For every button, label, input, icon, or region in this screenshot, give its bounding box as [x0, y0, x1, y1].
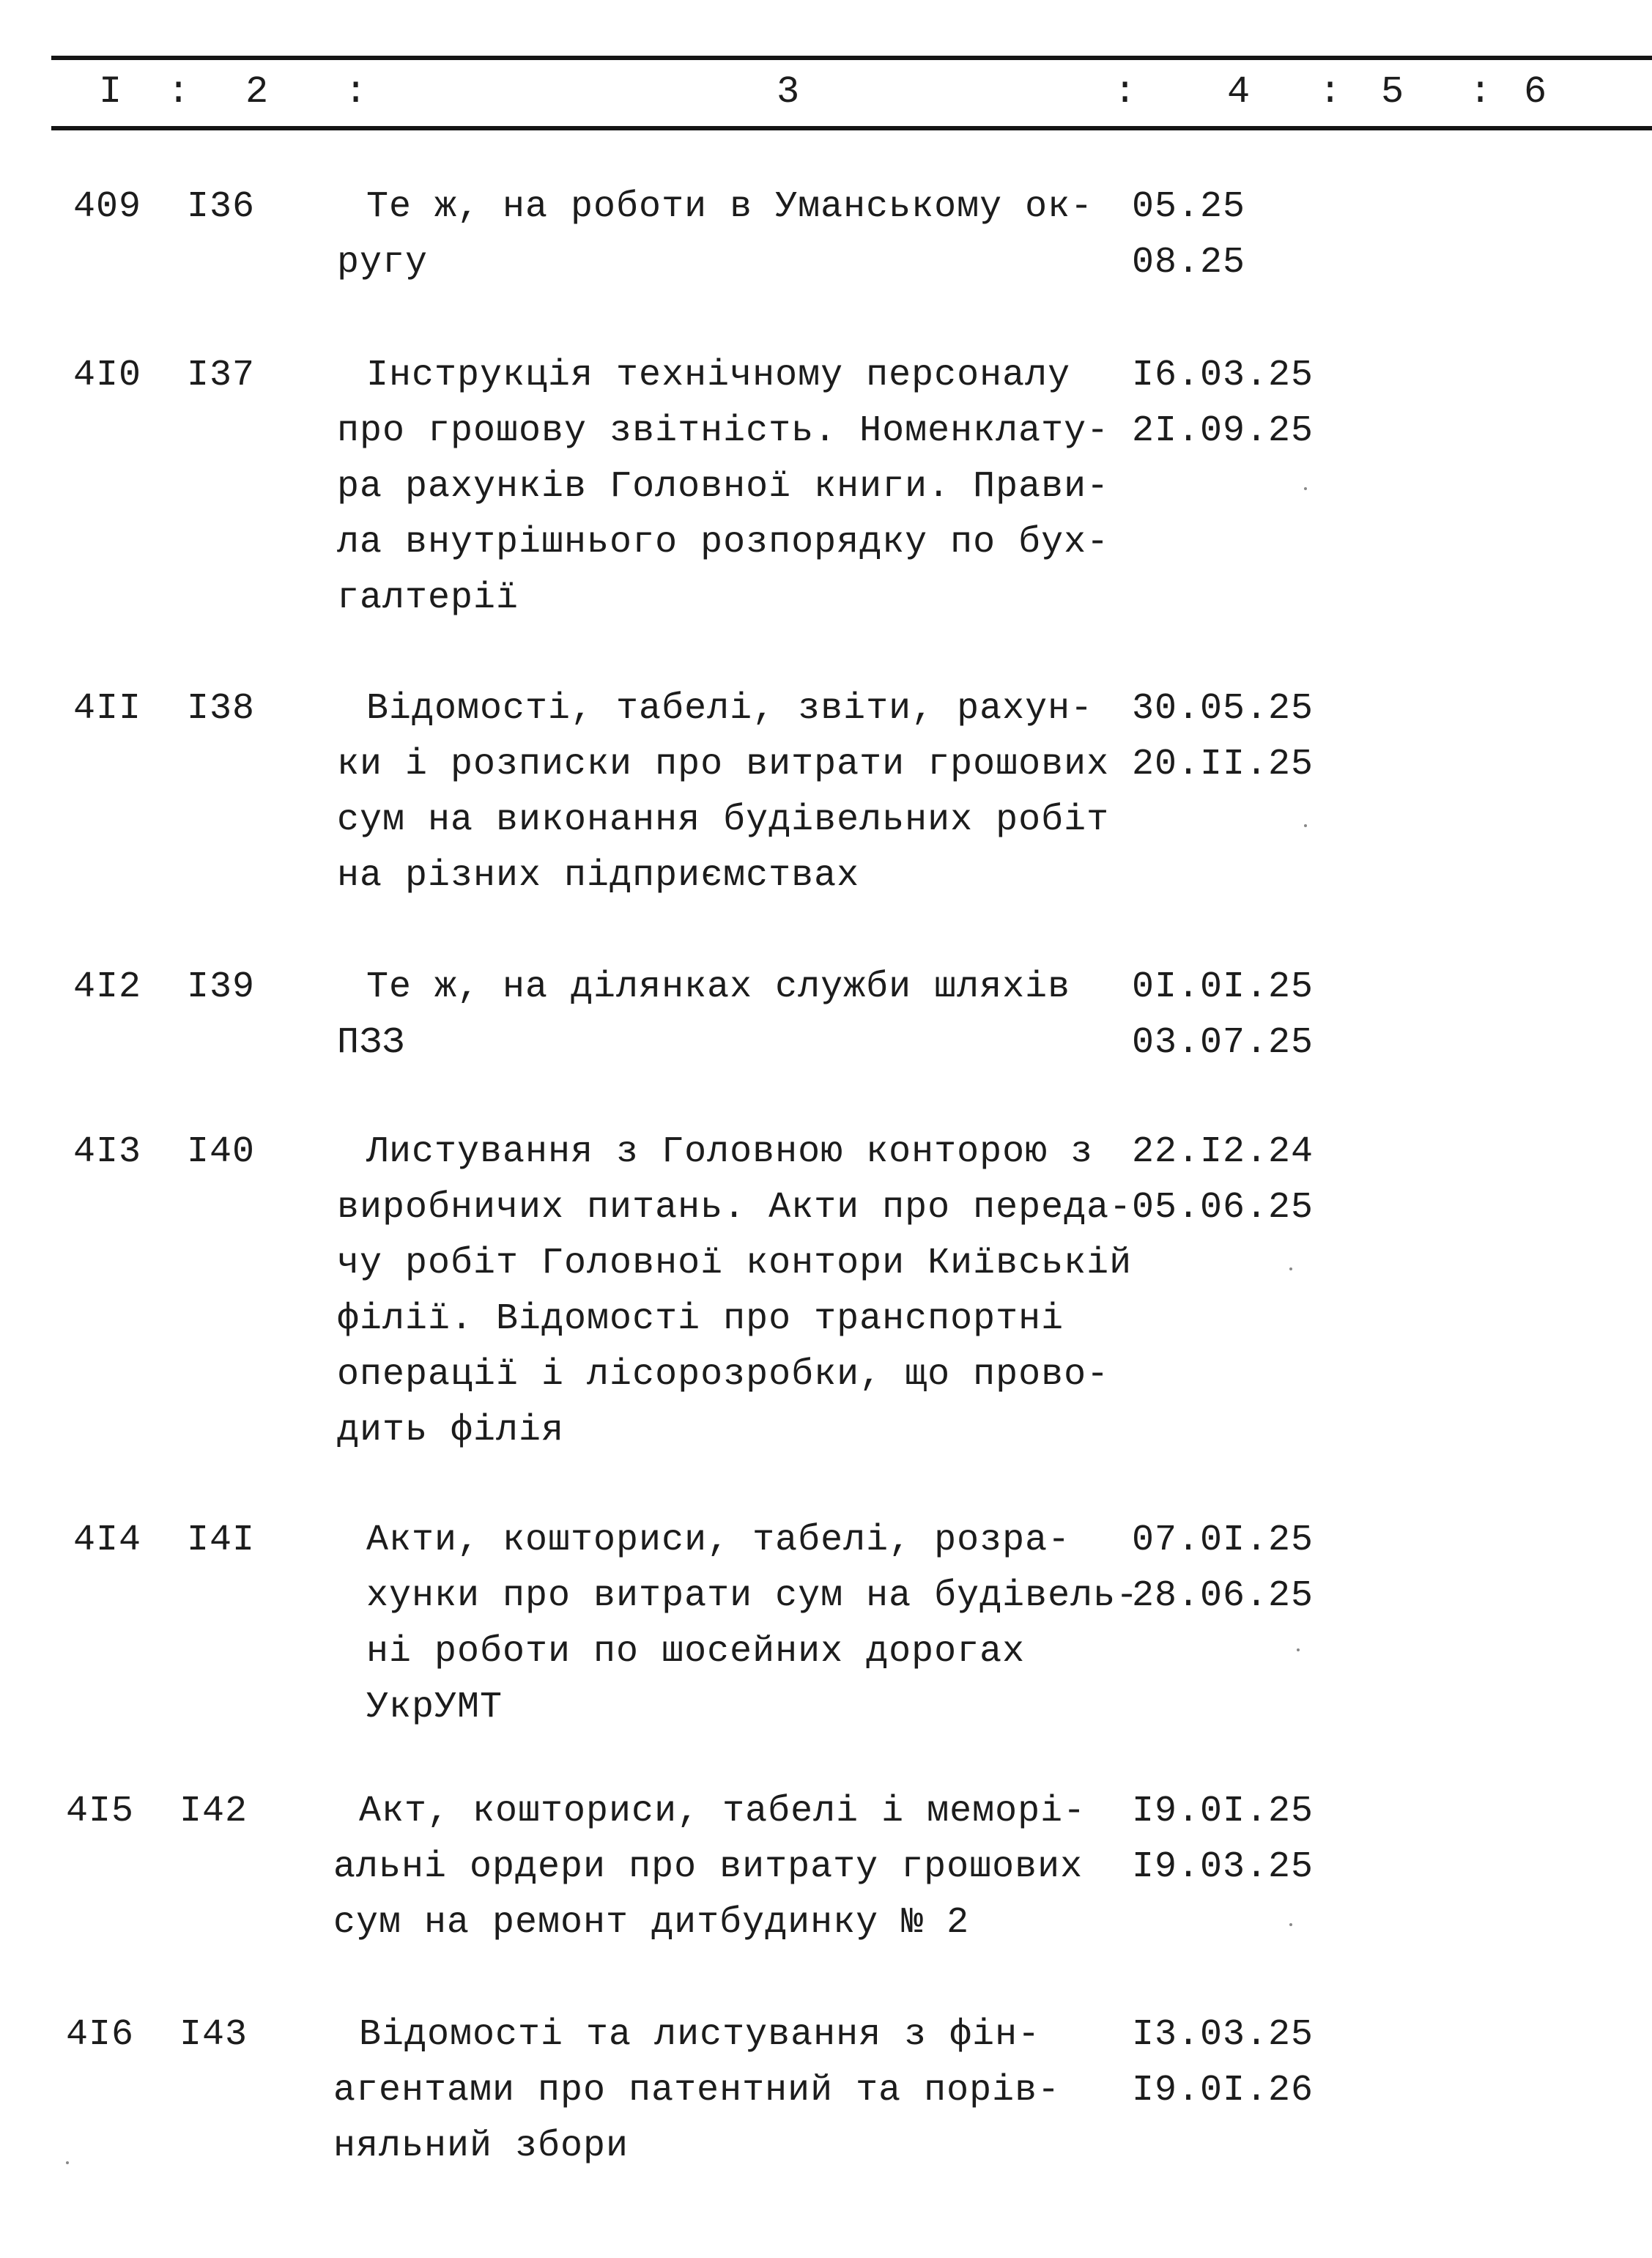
scan-speck — [1289, 1267, 1292, 1270]
case-number: I4I — [187, 1519, 256, 1561]
header-top-rule — [51, 56, 1652, 60]
column-separator: : — [167, 70, 192, 114]
column-separator: : — [1469, 70, 1494, 114]
column-header-5: 5 — [1381, 70, 1406, 114]
entry-number: 4I2 — [73, 966, 142, 1008]
description-line: сум на ремонт дитбудинку № 2 — [333, 1902, 970, 1944]
description-line: ки і розписки про витрати грошових — [337, 744, 1110, 785]
header-bottom-rule — [51, 126, 1652, 130]
date-start: 22.I2.24 — [1132, 1131, 1314, 1173]
date-start: 07.0I.25 — [1132, 1519, 1314, 1561]
entry-number: 4I6 — [66, 2014, 135, 2056]
description-line: про грошову звітність. Номенклату- — [337, 410, 1110, 452]
date-start: I3.03.25 — [1132, 2014, 1314, 2056]
description-line: Те ж, на ділянках служби шляхів — [366, 966, 1071, 1008]
description-line: галтерії — [337, 577, 519, 619]
column-header-6: 6 — [1524, 70, 1549, 114]
date-end: 05.06.25 — [1132, 1187, 1314, 1229]
description-line: няльний збори — [333, 2125, 629, 2167]
column-separator: : — [1319, 70, 1344, 114]
description-line: УкрУМТ — [366, 1687, 503, 1728]
entry-number: 4I5 — [66, 1791, 135, 1832]
description-line: виробничих питань. Акти про переда- — [337, 1187, 1133, 1229]
column-header-1: I — [99, 70, 124, 114]
scan-speck — [1304, 487, 1307, 490]
description-line: дить філія — [337, 1410, 565, 1451]
scan-speck — [1297, 1648, 1300, 1651]
entry-number: 4I0 — [73, 355, 142, 396]
description-line: ПЗЗ — [337, 1022, 406, 1064]
date-end: I9.0I.26 — [1132, 2070, 1314, 2111]
column-header-4: 4 — [1227, 70, 1252, 114]
description-line: Інструкція технічному персоналу — [366, 355, 1071, 396]
case-number: I43 — [179, 2014, 248, 2056]
entry-number: 4I3 — [73, 1131, 142, 1173]
column-header-2: 2 — [245, 70, 270, 114]
date-end: 28.06.25 — [1132, 1575, 1314, 1617]
description-line: Відомості, табелі, звіти, рахун- — [366, 688, 1094, 730]
date-start: I9.0I.25 — [1132, 1791, 1314, 1832]
scan-speck — [1289, 1923, 1292, 1926]
description-line: агентами про патентний та порів- — [333, 2070, 1061, 2111]
case-number: I40 — [187, 1131, 256, 1173]
description-line: хунки про витрати сум на будівель- — [366, 1575, 1139, 1617]
column-header-3: 3 — [777, 70, 801, 114]
date-start: 0I.0I.25 — [1132, 966, 1314, 1008]
date-start: I6.03.25 — [1132, 355, 1314, 396]
entry-number: 4I4 — [73, 1519, 142, 1561]
date-end: 08.25 — [1132, 242, 1246, 284]
date-end: I9.03.25 — [1132, 1846, 1314, 1888]
case-number: I38 — [187, 688, 256, 730]
description-line: Акт, кошториси, табелі і меморі- — [359, 1791, 1086, 1832]
column-separator: : — [344, 70, 369, 114]
scan-speck — [1304, 824, 1307, 827]
entry-number: 4II — [73, 688, 142, 730]
description-line: чу робіт Головної контори Київській — [337, 1243, 1133, 1284]
case-number: I39 — [187, 966, 256, 1008]
description-line: альні ордери про витрату грошових — [333, 1846, 1084, 1888]
description-line: Відомості та листування з фін- — [359, 2014, 1041, 2056]
case-number: I37 — [187, 355, 256, 396]
description-line: ла внутрішнього розпорядку по бух- — [337, 522, 1110, 563]
date-end: 03.07.25 — [1132, 1022, 1314, 1064]
date-end: 20.II.25 — [1132, 744, 1314, 785]
description-line: ні роботи по шосейних дорогах — [366, 1631, 1026, 1673]
description-line: операції і лісорозробки, що прово- — [337, 1354, 1110, 1396]
description-line: Акти, кошториси, табелі, розра- — [366, 1519, 1071, 1561]
description-line: ра рахунків Головної книги. Прави- — [337, 466, 1110, 508]
date-end: 2I.09.25 — [1132, 410, 1314, 452]
description-line: ругу — [337, 242, 429, 284]
scan-speck — [66, 2161, 69, 2164]
date-start: 30.05.25 — [1132, 688, 1314, 730]
description-line: філії. Відомості про транспортні — [337, 1298, 1064, 1340]
description-line: сум на виконання будівельних робіт — [337, 799, 1110, 841]
description-line: Те ж, на роботи в Уманському ок- — [366, 186, 1094, 228]
date-start: 05.25 — [1132, 186, 1246, 228]
entry-number: 409 — [73, 186, 142, 228]
description-line: на різних підприємствах — [337, 855, 860, 897]
case-number: I36 — [187, 186, 256, 228]
description-line: Листування з Головною конторою з — [366, 1131, 1094, 1173]
column-separator: : — [1114, 70, 1138, 114]
case-number: I42 — [179, 1791, 248, 1832]
